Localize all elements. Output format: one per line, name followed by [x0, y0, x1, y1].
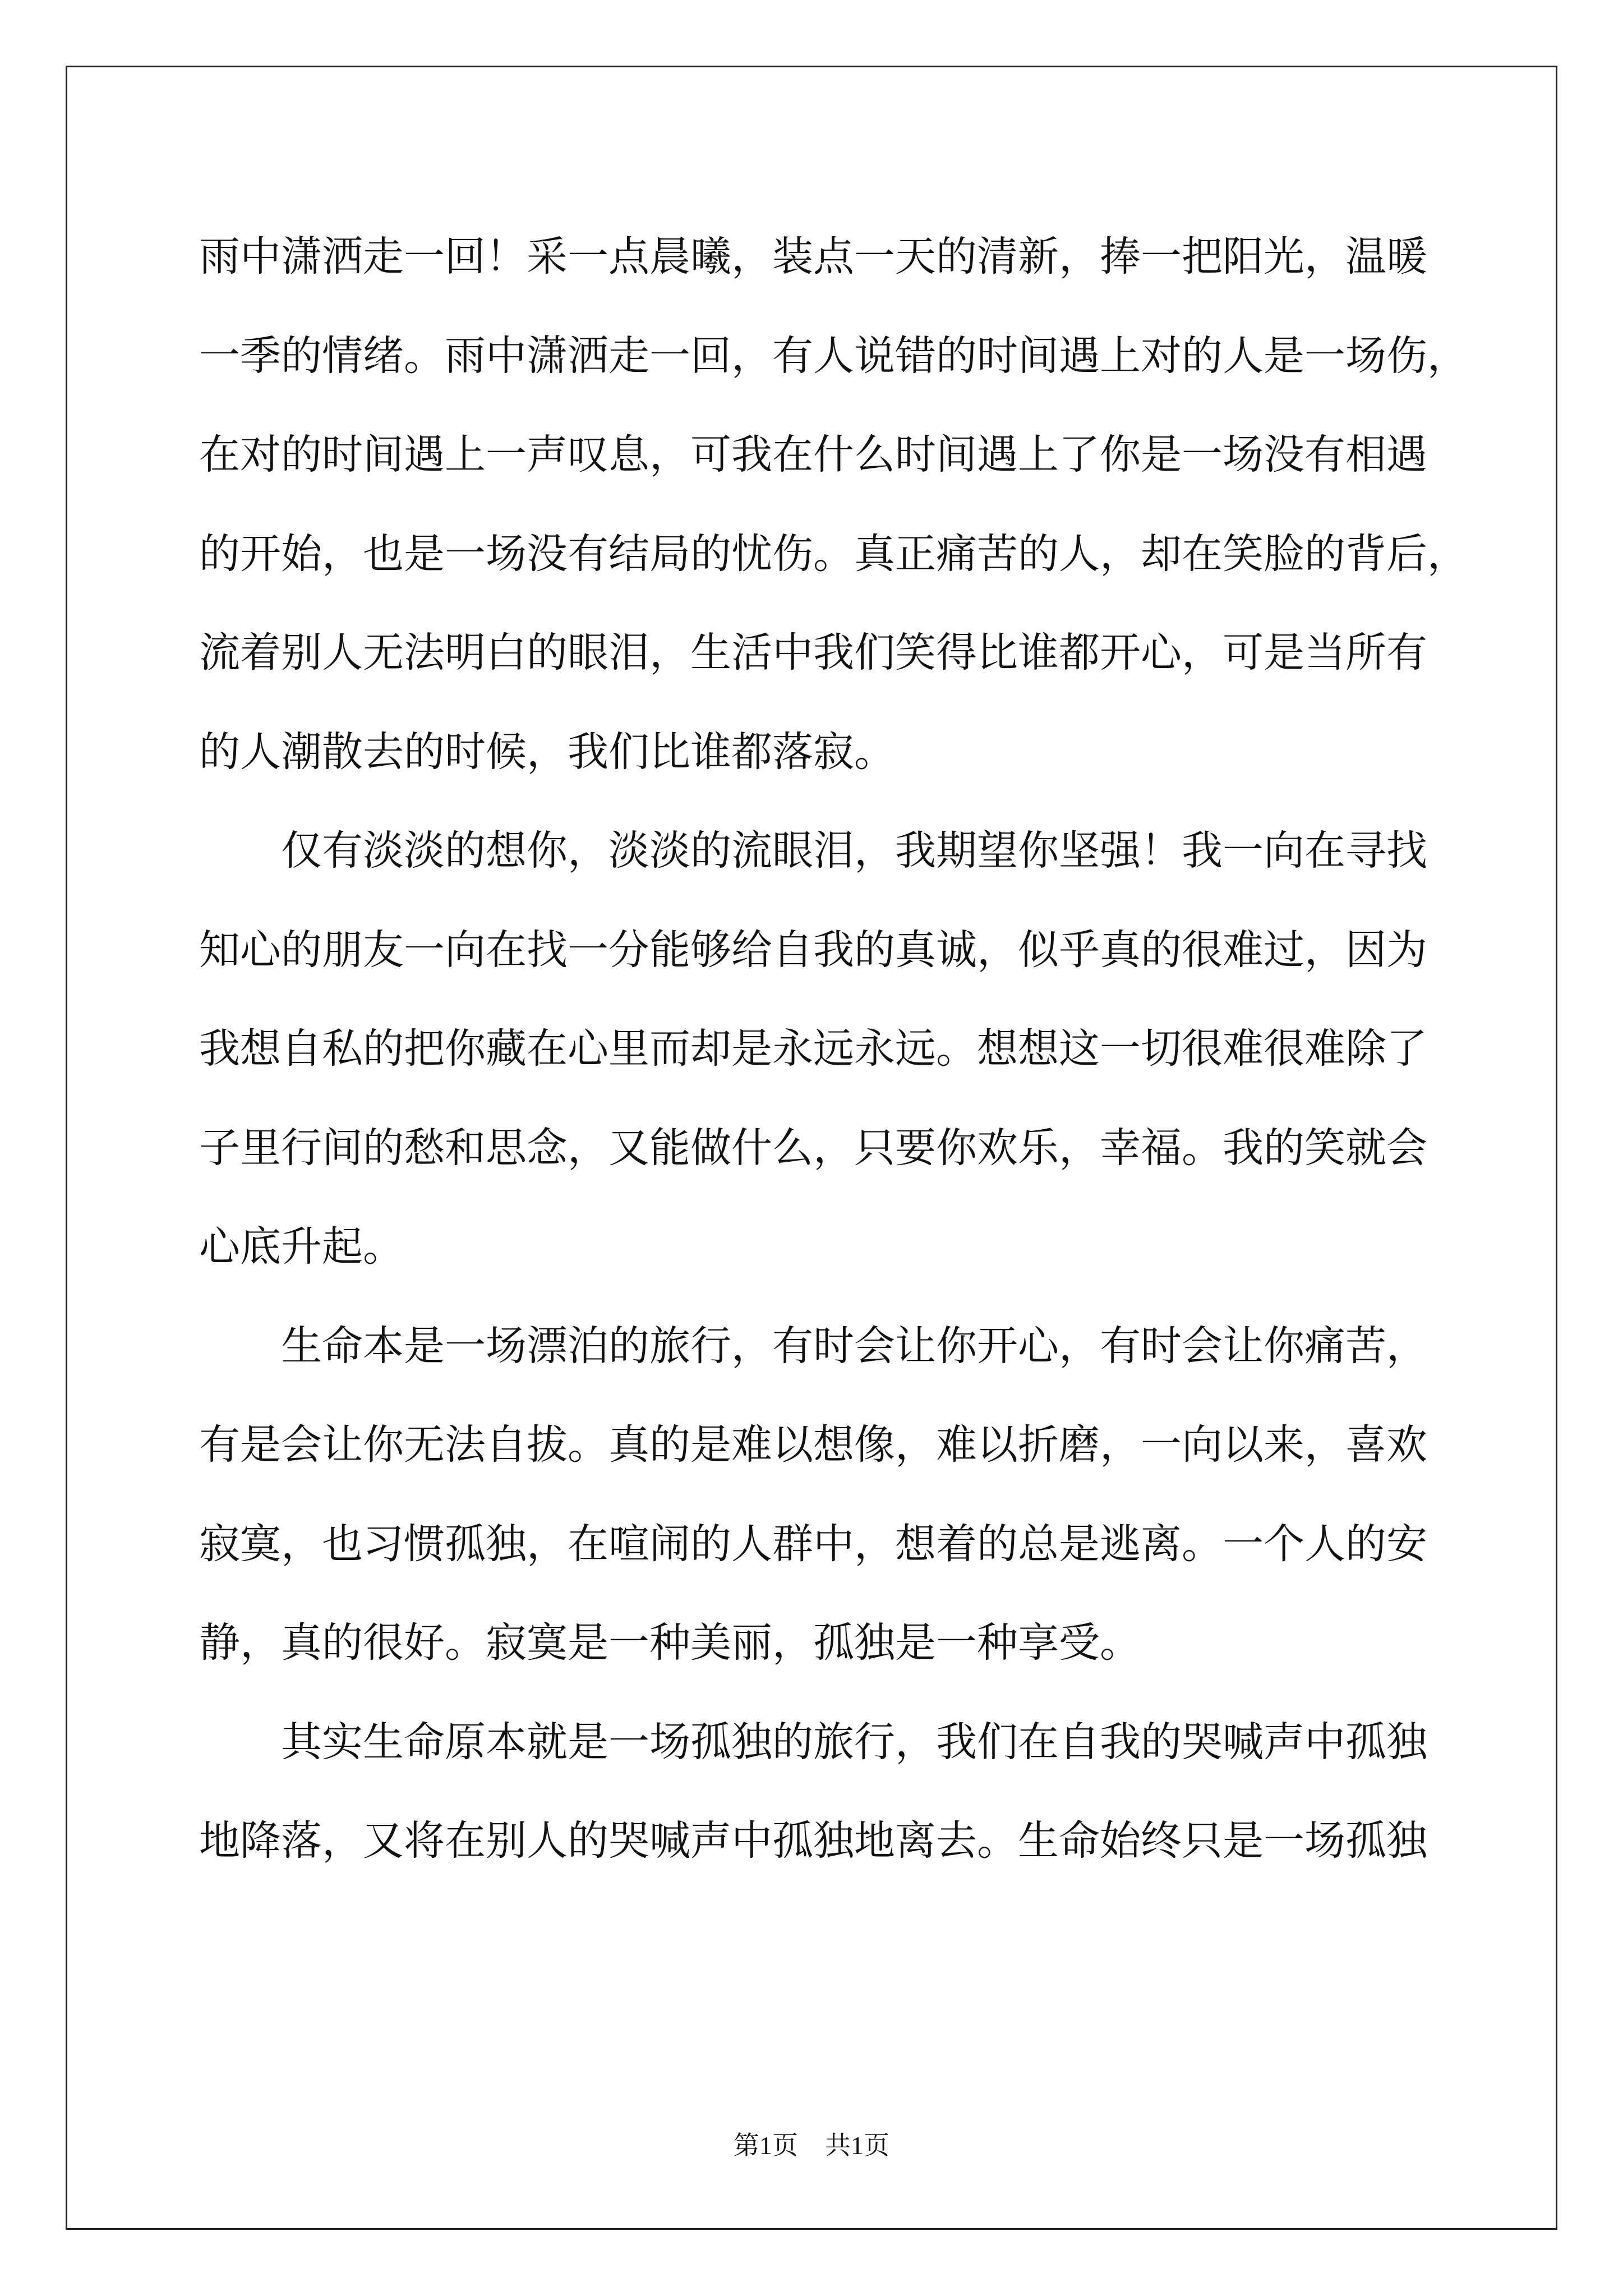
text-line: 我想自私的把你藏在心里而却是永远永远。想想这一切很难很难除了	[199, 1025, 1427, 1073]
paragraph-1	[199, 208, 1468, 802]
document-body	[199, 208, 1468, 1891]
text-line: 静，真的很好。寂寞是一种美丽，孤独是一种享受。	[199, 1619, 1141, 1667]
text-line: 有是会让你无法自拔。真的是难以想像，难以折磨，一向以来，喜欢	[199, 1421, 1427, 1469]
page-number: 第1页	[734, 2131, 798, 2160]
text-line: 在对的时间遇上一声叹息，可我在什么时间遇上了你是一场没有相遇	[199, 431, 1427, 478]
text-line: 雨中潇洒走一回！采一点晨曦，装点一天的清新，捧一把阳光，温暖	[199, 233, 1427, 280]
paragraph-4	[199, 1693, 1433, 1891]
text-line: 流着别人无法明白的眼泪，生活中我们笑得比谁都开心，可是当所有	[199, 629, 1427, 677]
page-total: 共1页	[825, 2131, 889, 2160]
text-line: 子里行间的愁和思念，又能做什么，只要你欢乐，幸福。我的笑就会	[199, 1124, 1427, 1172]
paragraph-2	[199, 802, 1433, 1297]
text-line: 仅有淡淡的想你，淡淡的流眼泪，我期望你坚强！我一向在寻找	[281, 827, 1427, 875]
text-line: 心底升起。	[199, 1223, 404, 1271]
page-footer	[0, 2129, 1623, 2162]
text-line: 寂寞，也习惯孤独，在喧闹的人群中，想着的总是逃离。一个人的安	[199, 1520, 1427, 1568]
text-line: 一季的情绪。雨中潇洒走一回，有人说错的时间遇上对的人是一场伤，	[199, 332, 1468, 380]
text-line: 地降落，又将在别人的哭喊声中孤独地离去。生命始终只是一场孤独	[199, 1817, 1427, 1865]
text-line: 的开始，也是一场没有结局的忧伤。真正痛苦的人，却在笑脸的背后，	[199, 530, 1468, 578]
paragraph-3	[199, 1297, 1433, 1693]
text-line: 其实生命原本就是一场孤独的旅行，我们在自我的哭喊声中孤独	[281, 1718, 1427, 1766]
text-line: 的人潮散去的时候，我们比谁都落寂。	[199, 728, 895, 776]
text-line: 知心的朋友一向在找一分能够给自我的真诚，似乎真的很难过，因为	[199, 926, 1427, 974]
text-line: 生命本是一场漂泊的旅行，有时会让你开心，有时会让你痛苦，	[281, 1322, 1427, 1370]
